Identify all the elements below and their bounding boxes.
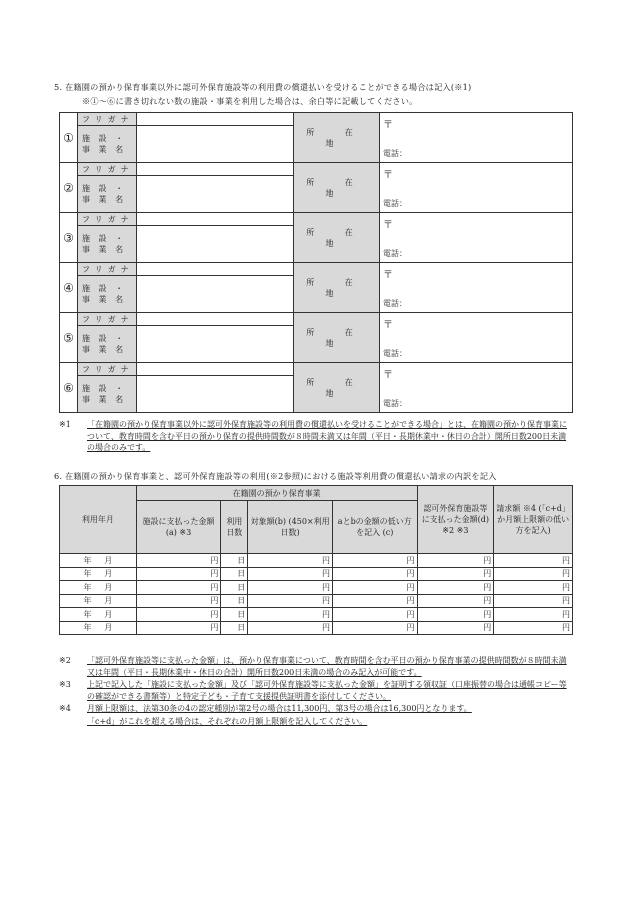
furigana-field[interactable] [137, 213, 294, 226]
address-field[interactable] [380, 363, 573, 413]
furigana-label: フリガナ [78, 363, 137, 376]
yen-label: 円 [483, 555, 492, 565]
month-label: 月 [104, 582, 113, 592]
facility-name-label: 施 設 ・ 事 業 名 [78, 126, 137, 163]
yen-label: 円 [321, 555, 330, 565]
amount-b-cell[interactable] [248, 581, 333, 595]
amount-b-cell[interactable] [248, 567, 333, 581]
amount-c-cell[interactable] [332, 554, 417, 568]
year-label: 年 [83, 623, 92, 633]
yen-label: 円 [406, 569, 415, 579]
address-label: 所 在 地 [294, 113, 380, 163]
claim-cell[interactable] [494, 581, 573, 595]
facility-number: ③ [60, 213, 78, 263]
yen-label: 円 [483, 623, 492, 633]
address-label: 所 在 地 [294, 213, 380, 263]
facility-number: ① [60, 113, 78, 163]
yen-label: 円 [406, 555, 415, 565]
yen-label: 円 [483, 569, 492, 579]
amount-d-cell[interactable] [417, 567, 494, 581]
zip-mark: 〒 [383, 370, 393, 381]
yen-label: 円 [406, 582, 415, 592]
facility-name-field[interactable] [137, 226, 294, 263]
year-month-cell[interactable] [60, 567, 137, 581]
year-label: 年 [83, 569, 92, 579]
amount-a-cell[interactable] [136, 621, 221, 635]
note-mark: ※4 [59, 704, 71, 713]
yen-label: 円 [321, 609, 330, 619]
amount-c-cell[interactable] [332, 581, 417, 595]
note-item [59, 655, 573, 678]
yen-label: 円 [562, 555, 570, 565]
facility-name-label: 施 設 ・ 事 業 名 [78, 376, 137, 413]
amount-b-cell[interactable] [248, 608, 333, 622]
amount-c-cell[interactable] [332, 608, 417, 622]
year-label: 年 [83, 582, 92, 592]
day-label: 日 [237, 582, 246, 592]
zip-mark: 〒 [383, 270, 393, 281]
header-month: 利用年月 [60, 486, 137, 554]
tel-label: 電話： [383, 399, 407, 408]
note-text: 「認可外保育施設等に支払った金額」は、預かり保育事業について、教育時間を含む平日の預かり保育事業の提供時間数が８時間未満又は年間（平日・長期休業中・休日の合計）開所日数200日未満の場合のみ記入が可能です。 [87, 656, 567, 677]
amount-c-cell[interactable] [332, 567, 417, 581]
month-label: 月 [104, 555, 113, 565]
furigana-label: フリガナ [78, 113, 137, 126]
facility-name-field[interactable] [137, 276, 294, 313]
yen-label: 円 [210, 569, 219, 579]
year-label: 年 [83, 555, 92, 565]
year-month-cell[interactable] [60, 594, 137, 608]
facility-number: ⑤ [60, 313, 78, 363]
tel-label: 電話： [383, 249, 407, 258]
furigana-field[interactable] [137, 313, 294, 326]
amount-a-cell[interactable] [136, 554, 221, 568]
yen-label: 円 [483, 609, 492, 619]
facility-table [59, 112, 573, 413]
facility-name-field[interactable] [137, 176, 294, 213]
amount-b-cell[interactable] [248, 594, 333, 608]
facility-name-field[interactable] [137, 376, 294, 413]
section6-notes [59, 655, 573, 728]
amount-d-cell[interactable] [417, 554, 494, 568]
yen-label: 円 [562, 623, 570, 633]
usage-table [59, 485, 573, 635]
section5-title: 5. 在籍園の預かり保育事業以外に認可外保育施設等の利用費の償還払いを受けることができる場合は記入(※1) [54, 82, 472, 92]
yen-label: 円 [210, 609, 219, 619]
year-month-cell[interactable] [60, 608, 137, 622]
section5-subnote: ※①～⑥に書き切れない数の施設・事業を利用した場合は、余白等に記載してください。 [82, 96, 418, 106]
day-label: 日 [237, 596, 246, 606]
header-group: 在籍園の預かり保育事業 [136, 486, 417, 501]
note1-mark: ※1 [59, 420, 71, 429]
note-item [59, 679, 573, 702]
header-days: 利用日数 [221, 501, 248, 554]
year-label: 年 [83, 596, 92, 606]
year-month-cell[interactable] [60, 554, 137, 568]
tel-label: 電話： [383, 299, 407, 308]
furigana-label: フリガナ [78, 263, 137, 276]
furigana-label: フリガナ [78, 163, 137, 176]
furigana-field[interactable] [137, 263, 294, 276]
amount-d-cell[interactable] [417, 608, 494, 622]
claim-cell[interactable] [494, 608, 573, 622]
usage-row [60, 608, 573, 622]
furigana-label: フリガナ [78, 213, 137, 226]
claim-cell[interactable] [494, 621, 573, 635]
note-item [59, 716, 573, 728]
amount-b-cell[interactable] [248, 554, 333, 568]
section6-title: 6. 在籍園の預かり保育事業と、認可外保育施設等の利用(※2参照)における施設等利用費の償還払い請求の内訳を記入 [54, 471, 497, 481]
header-c: aとbの金額の低い方を記入 (c) [332, 501, 417, 554]
facility-name-label: 施 設 ・ 事 業 名 [78, 176, 137, 213]
yen-label: 円 [321, 596, 330, 606]
zip-mark: 〒 [383, 320, 393, 331]
header-d: 認可外保育施設等に支払った金額(d) ※2 ※3 [417, 486, 494, 554]
amount-c-cell[interactable] [332, 621, 417, 635]
address-label: 所 在 地 [294, 163, 380, 213]
month-label: 月 [104, 623, 113, 633]
zip-mark: 〒 [383, 120, 393, 131]
note-mark: ※3 [59, 680, 71, 689]
amount-c-cell[interactable] [332, 594, 417, 608]
note-text: 「c+d」がこれを超える場合は、それぞれの月額上限額を記入してください。 [87, 716, 368, 726]
usage-row [60, 594, 573, 608]
note-text: 月額上限額は、法第30条の4の認定種別が第2号の場合は11,300円、第3号の場合は16,300円となります。 [87, 704, 472, 713]
address-field[interactable] [380, 313, 573, 363]
yen-label: 円 [406, 609, 415, 619]
usage-row [60, 554, 573, 568]
days-cell[interactable] [221, 567, 248, 581]
year-month-cell[interactable] [60, 581, 137, 595]
furigana-field[interactable] [137, 163, 294, 176]
days-cell[interactable] [221, 608, 248, 622]
note1-text: 「在籍園の預かり保育事業以外に認可外保育施設等の利用費の償還払いを受けることができる場合」とは、在籍園の預かり保育事業について、教育時間を含む平日の預かり保育の提供時間数が８時間未満又は年間（平日・長期休業中・休日の合計）開所日数200日未満の場合のみです。 [87, 420, 567, 452]
note-mark: ※2 [59, 656, 71, 665]
month-label: 月 [104, 609, 113, 619]
facility-name-field[interactable] [137, 126, 294, 163]
facility-number: ④ [60, 263, 78, 313]
tel-label: 電話： [383, 349, 407, 358]
tel-label: 電話： [383, 199, 407, 208]
zip-mark: 〒 [383, 220, 393, 231]
days-cell[interactable] [221, 581, 248, 595]
facility-name-label: 施 設 ・ 事 業 名 [78, 326, 137, 363]
days-cell[interactable] [221, 554, 248, 568]
days-cell[interactable] [221, 621, 248, 635]
header-b: 対象額(b) (450×利用日数) [248, 501, 333, 554]
yen-label: 円 [210, 582, 219, 592]
address-label: 所 在 地 [294, 263, 380, 313]
yen-label: 円 [483, 582, 492, 592]
yen-label: 円 [321, 569, 330, 579]
day-label: 日 [237, 555, 246, 565]
claim-cell[interactable] [494, 554, 573, 568]
yen-label: 円 [321, 623, 330, 633]
yen-label: 円 [210, 596, 219, 606]
note-text: 上記で記入した「施設に支払った金額」及び「認可外保育施設等に支払った金額」を証明する領収証（口座振替の場合は通帳コピー等の確認ができる書類等）と特定子ども・子育て支援提供証明書を添付してください。 [87, 680, 567, 701]
month-label: 月 [104, 596, 113, 606]
yen-label: 円 [406, 623, 415, 633]
furigana-field[interactable] [137, 113, 294, 126]
zip-mark: 〒 [383, 170, 393, 181]
year-month-cell[interactable] [60, 621, 137, 635]
amount-a-cell[interactable] [136, 594, 221, 608]
header-claim: 請求額 ※4 (「c+d」か月額上限額の低い方を記入) [494, 486, 573, 554]
amount-d-cell[interactable] [417, 594, 494, 608]
claim-cell[interactable] [494, 594, 573, 608]
yen-label: 円 [562, 569, 570, 579]
amount-d-cell[interactable] [417, 581, 494, 595]
facility-number: ⑥ [60, 363, 78, 413]
usage-row [60, 581, 573, 595]
address-field[interactable] [380, 113, 573, 163]
address-label: 所 在 地 [294, 313, 380, 363]
facility-name-label: 施 設 ・ 事 業 名 [78, 276, 137, 313]
tel-label: 電話： [383, 149, 407, 158]
address-field[interactable] [380, 263, 573, 313]
yen-label: 円 [210, 555, 219, 565]
yen-label: 円 [210, 623, 219, 633]
amount-d-cell[interactable] [417, 621, 494, 635]
usage-row [60, 567, 573, 581]
day-label: 日 [237, 609, 246, 619]
amount-a-cell[interactable] [136, 581, 221, 595]
yen-label: 円 [562, 596, 570, 606]
facility-number: ② [60, 163, 78, 213]
yen-label: 円 [406, 596, 415, 606]
day-label: 日 [237, 569, 246, 579]
amount-a-cell[interactable] [136, 567, 221, 581]
furigana-field[interactable] [137, 363, 294, 376]
amount-a-cell[interactable] [136, 608, 221, 622]
amount-b-cell[interactable] [248, 621, 333, 635]
facility-name-field[interactable] [137, 326, 294, 363]
day-label: 日 [237, 623, 246, 633]
address-field[interactable] [380, 163, 573, 213]
furigana-label: フリガナ [78, 313, 137, 326]
usage-row [60, 621, 573, 635]
yen-label: 円 [562, 582, 570, 592]
address-field[interactable] [380, 213, 573, 263]
year-label: 年 [83, 609, 92, 619]
yen-label: 円 [562, 609, 570, 619]
note-item [59, 703, 573, 715]
note-mark [59, 716, 87, 728]
facility-name-label: 施 設 ・ 事 業 名 [78, 226, 137, 263]
header-a: 施設に支払った金額(a) ※3 [136, 501, 221, 554]
yen-label: 円 [321, 582, 330, 592]
address-label: 所 在 地 [294, 363, 380, 413]
month-label: 月 [104, 569, 113, 579]
days-cell[interactable] [221, 594, 248, 608]
claim-cell[interactable] [494, 567, 573, 581]
yen-label: 円 [483, 596, 492, 606]
